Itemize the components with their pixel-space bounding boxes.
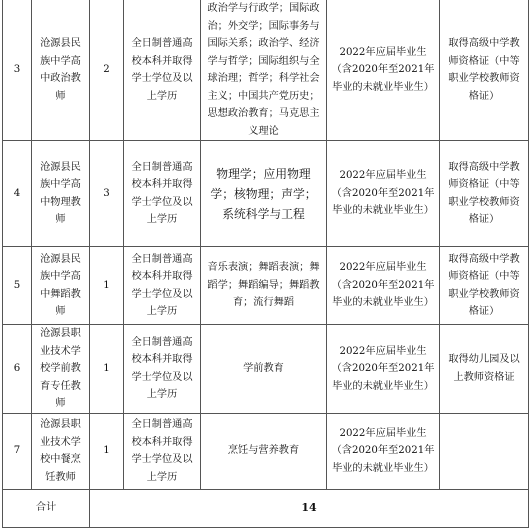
headcount: 3 — [90, 141, 124, 247]
major-requirement: 政治学与行政学；国际政治；外交学；国际事务与国际关系；政治学、经济学与哲学；国际组织与全球治理；哲学；科学社会主义；中国共产党历史；思想政治教育；马克思主义理论 — [201, 0, 327, 141]
position-name: 沧源县职业技术学校中餐烹饪教师 — [32, 413, 90, 489]
position-name: 沧源县民族中学高中物理教师 — [32, 141, 90, 247]
headcount: 1 — [90, 413, 124, 489]
position-name: 沧源县民族中学高中舞蹈教师 — [32, 247, 90, 325]
major-requirement: 学前教育 — [201, 325, 327, 414]
position-name: 沧源县职业技术学校学前教育专任教师 — [32, 325, 90, 414]
other-requirement: 2022年应届毕业生（含2020年至2021年毕业的未就业毕业生） — [327, 413, 440, 489]
position-name: 沧源县民族中学高中政治教师 — [32, 0, 90, 141]
row-number: 6 — [3, 325, 32, 414]
row-number: 7 — [3, 413, 32, 489]
education-requirement: 全日制普通高校本科并取得学士学位及以上学历 — [124, 0, 201, 141]
headcount: 1 — [90, 247, 124, 325]
education-requirement: 全日制普通高校本科并取得学士学位及以上学历 — [124, 413, 201, 489]
headcount: 2 — [90, 0, 124, 141]
total-row — [3, 489, 529, 527]
table-row — [3, 413, 529, 489]
major-requirement: 烹饪与营养教育 — [201, 413, 327, 489]
education-requirement: 全日制普通高校本科并取得学士学位及以上学历 — [124, 247, 201, 325]
row-number: 4 — [3, 141, 32, 247]
education-requirement: 全日制普通高校本科并取得学士学位及以上学历 — [124, 325, 201, 414]
other-requirement: 2022年应届毕业生（含2020年至2021年毕业的未就业毕业生） — [327, 141, 440, 247]
certificate-requirement: 取得高级中学教师资格证（中等职业学校教师资格证） — [440, 247, 529, 325]
major-requirement: 音乐表演；舞蹈表演；舞蹈学；舞蹈编导；舞蹈教育；流行舞蹈 — [201, 247, 327, 325]
major-requirement: 物理学；应用物理学；核物理；声学；系统科学与工程 — [201, 141, 327, 247]
row-number: 3 — [3, 0, 32, 141]
total-label: 合计 — [3, 489, 90, 527]
table-row — [3, 247, 529, 325]
table-row — [3, 325, 529, 414]
certificate-requirement: 取得幼儿园及以上教师资格证 — [440, 325, 529, 414]
certificate-requirement: 取得高级中学教师资格证（中等职业学校教师资格证） — [440, 0, 529, 141]
table-row — [3, 141, 529, 247]
other-requirement: 2022年应届毕业生（含2020年至2021年毕业的未就业毕业生） — [327, 247, 440, 325]
certificate-requirement: 取得高级中学教师资格证（中等职业学校教师资格证） — [440, 141, 529, 247]
other-requirement: 2022年应届毕业生（含2020年至2021年毕业的未就业毕业生） — [327, 0, 440, 141]
headcount: 1 — [90, 325, 124, 414]
recruitment-table — [2, 0, 529, 528]
other-requirement: 2022年应届毕业生（含2020年至2021年毕业的未就业毕业生） — [327, 325, 440, 414]
certificate-requirement — [440, 413, 529, 489]
education-requirement: 全日制普通高校本科并取得学士学位及以上学历 — [124, 141, 201, 247]
total-value: 14 — [90, 489, 529, 527]
row-number: 5 — [3, 247, 32, 325]
table-row — [3, 0, 529, 141]
